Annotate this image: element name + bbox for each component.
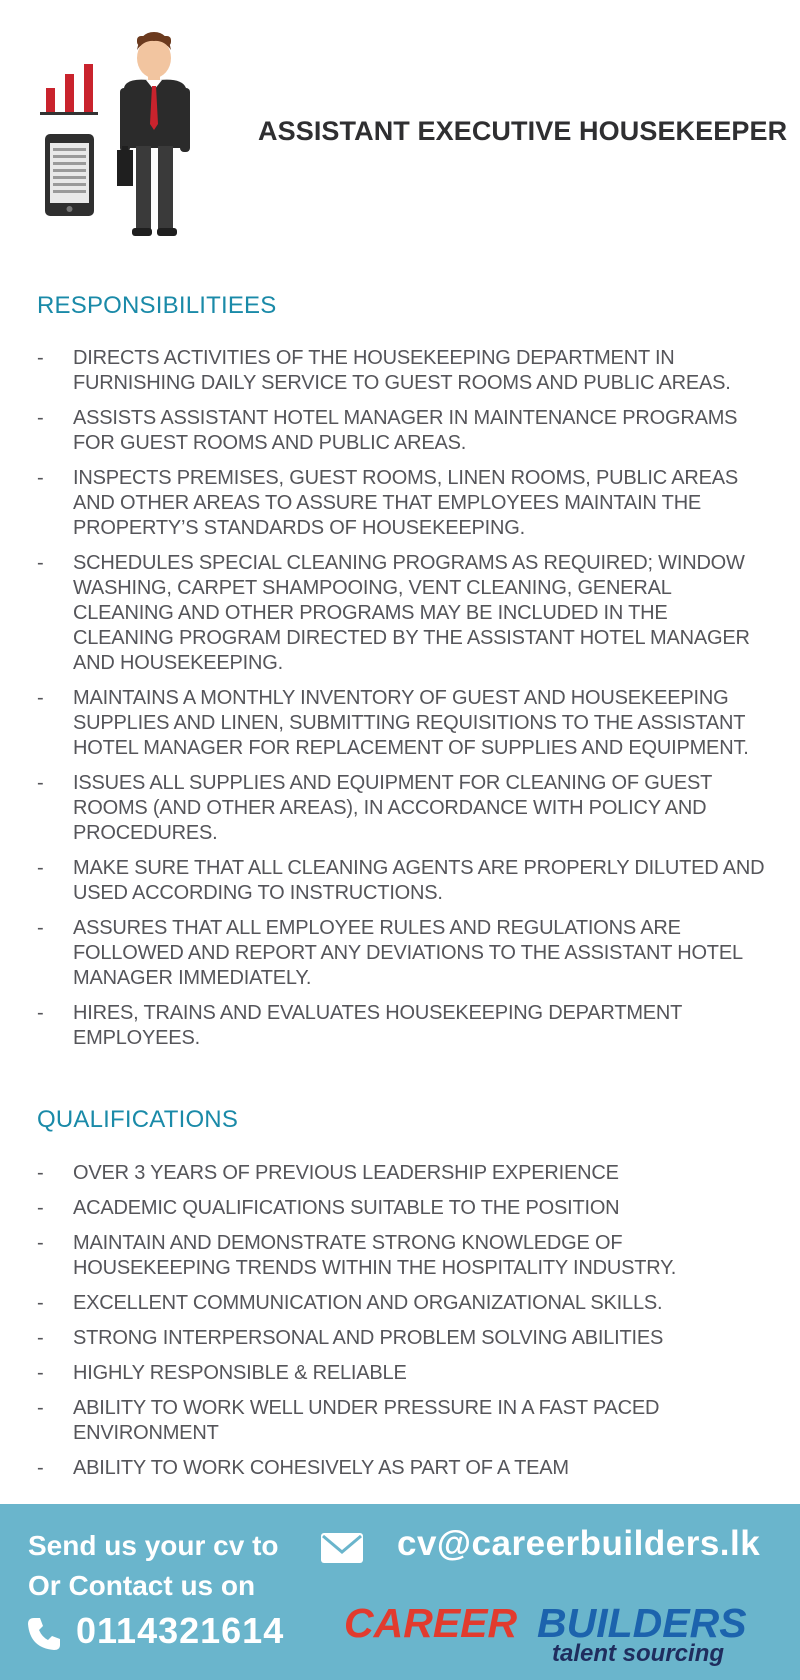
email-address[interactable]: cv@careerbuilders.lk (397, 1524, 761, 1563)
qualifications-list (37, 1161, 772, 1491)
bullet-dash: - (37, 1327, 44, 1349)
bullet-dash: - (37, 1197, 44, 1219)
list-item (37, 1396, 772, 1446)
contact-us-text: Or Contact us on (28, 1570, 256, 1601)
list-item-text: HIGHLY RESPONSIBLE & RELIABLE (73, 1362, 407, 1384)
list-item (37, 1001, 772, 1051)
list-item (37, 406, 772, 456)
bullet-dash: - (37, 857, 44, 879)
list-item-text: EXCELLENT COMMUNICATION AND ORGANIZATIONAL SKILLS. (73, 1292, 663, 1314)
envelope-icon (320, 1530, 364, 1566)
logo-word-career: CAREER (344, 1600, 518, 1646)
list-item (37, 1456, 772, 1481)
list-item-text: HIRES, TRAINS AND EVALUATES HOUSEKEEPING DEPARTMENT EMPLOYEES. (73, 1002, 682, 1049)
list-item-text: INSPECTS PREMISES, GUEST ROOMS, LINEN ROOMS, PUBLIC AREAS AND OTHER AREAS TO ASSURE THAT EMPLOYEES MAINTAIN THE PROPERTY’S STANDARDS OF HOUSEKEEPING. (73, 467, 739, 539)
responsibilities-heading: RESPONSIBILITIEES (37, 292, 277, 319)
list-item (37, 1231, 772, 1281)
businessman-figure-icon (117, 32, 190, 236)
mobile-phone-icon (45, 134, 94, 216)
phone-number[interactable]: 0114321614 (76, 1610, 285, 1651)
list-item (37, 916, 772, 991)
list-item (37, 346, 772, 396)
list-item (37, 1361, 772, 1386)
list-item-text: MAINTAINS A MONTHLY INVENTORY OF GUEST AND HOUSEKEEPING SUPPLIES AND LINEN, SUBMITTING REQUISITIONS TO THE ASSISTANT HOTEL MANAGER FOR REPLACEMENT OF SUPPLIES AND EQUIPMENT. (73, 687, 749, 759)
logo-tagline: talent sourcing (552, 1640, 725, 1667)
businessman-illustration-icon (40, 28, 210, 240)
bullet-dash: - (37, 917, 44, 939)
send-cv-text: Send us your cv to (28, 1530, 279, 1561)
list-item-text: STRONG INTERPERSONAL AND PROBLEM SOLVING ABILITIES (73, 1327, 664, 1349)
list-item-text: OVER 3 YEARS OF PREVIOUS LEADERSHIP EXPERIENCE (73, 1162, 619, 1184)
list-item-text: DIRECTS ACTIVITIES OF THE HOUSEKEEPING DEPARTMENT IN FURNISHING DAILY SERVICE TO GUEST ROOMS AND PUBLIC AREAS. (73, 347, 731, 394)
list-item-text: ASSISTS ASSISTANT HOTEL MANAGER IN MAINTENANCE PROGRAMS FOR GUEST ROOMS AND PUBLIC AREAS. (73, 407, 738, 454)
bullet-dash: - (37, 347, 44, 369)
list-item (37, 1326, 772, 1351)
list-item-text: MAKE SURE THAT ALL CLEANING AGENTS ARE PROPERLY DILUTED AND USED ACCORDING TO INSTRUCTIONS. (73, 857, 765, 904)
careerbuilders-logo (344, 1600, 747, 1670)
list-item (37, 551, 772, 676)
list-item (37, 1196, 772, 1221)
job-title: ASSISTANT EXECUTIVE HOUSEKEEPER (258, 116, 788, 146)
bullet-dash: - (37, 1397, 44, 1419)
bullet-dash: - (37, 1457, 44, 1479)
bullet-dash: - (37, 467, 44, 489)
list-item-text: ACADEMIC QUALIFICATIONS SUITABLE TO THE POSITION (73, 1197, 620, 1219)
bullet-dash: - (37, 1292, 44, 1314)
bar-chart-icon (40, 64, 98, 115)
bullet-dash: - (37, 1162, 44, 1184)
bullet-dash: - (37, 772, 44, 794)
bullet-dash: - (37, 687, 44, 709)
bullet-dash: - (37, 552, 44, 574)
list-item-text: ISSUES ALL SUPPLIES AND EQUIPMENT FOR CLEANING OF GUEST ROOMS (AND OTHER AREAS), IN ACCORDANCE WITH POLICY AND PROCEDURES. (73, 772, 712, 844)
logo-word-builders: BUILDERS (537, 1600, 747, 1646)
list-item (37, 1161, 772, 1186)
bullet-dash: - (37, 1002, 44, 1024)
responsibilities-list (37, 346, 772, 1061)
list-item (37, 1291, 772, 1316)
list-item (37, 466, 772, 541)
contact-footer (0, 1504, 800, 1680)
bullet-dash: - (37, 1232, 44, 1254)
bullet-dash: - (37, 407, 44, 429)
list-item-text: SCHEDULES SPECIAL CLEANING PROGRAMS AS REQUIRED; WINDOW WASHING, CARPET SHAMPOOING, VENT CLEANING, GENERAL CLEANING AND OTHER PROGRAMS MAY BE INCLUDED IN THE CLEANING PROGRAM DIRECTED BY THE ASSISTANT HOTEL MANAGER AND HOUSEKEEPING. (73, 552, 750, 674)
bullet-dash: - (37, 1362, 44, 1384)
list-item-text: MAINTAIN AND DEMONSTRATE STRONG KNOWLEDGE OF HOUSEKEEPING TRENDS WITHIN THE HOSPITALITY INDUSTRY. (73, 1232, 677, 1279)
list-item-text: ASSURES THAT ALL EMPLOYEE RULES AND REGULATIONS ARE FOLLOWED AND REPORT ANY DEVIATIONS TO THE ASSISTANT HOTEL MANAGER IMMEDIATELY. (73, 917, 743, 989)
qualifications-heading: QUALIFICATIONS (37, 1106, 239, 1133)
page-header (0, 0, 800, 260)
list-item (37, 856, 772, 906)
list-item-text: ABILITY TO WORK WELL UNDER PRESSURE IN A FAST PACED ENVIRONMENT (73, 1397, 660, 1444)
list-item (37, 686, 772, 761)
list-item-text: ABILITY TO WORK COHESIVELY AS PART OF A TEAM (73, 1457, 569, 1479)
phone-icon (26, 1616, 62, 1652)
list-item (37, 771, 772, 846)
